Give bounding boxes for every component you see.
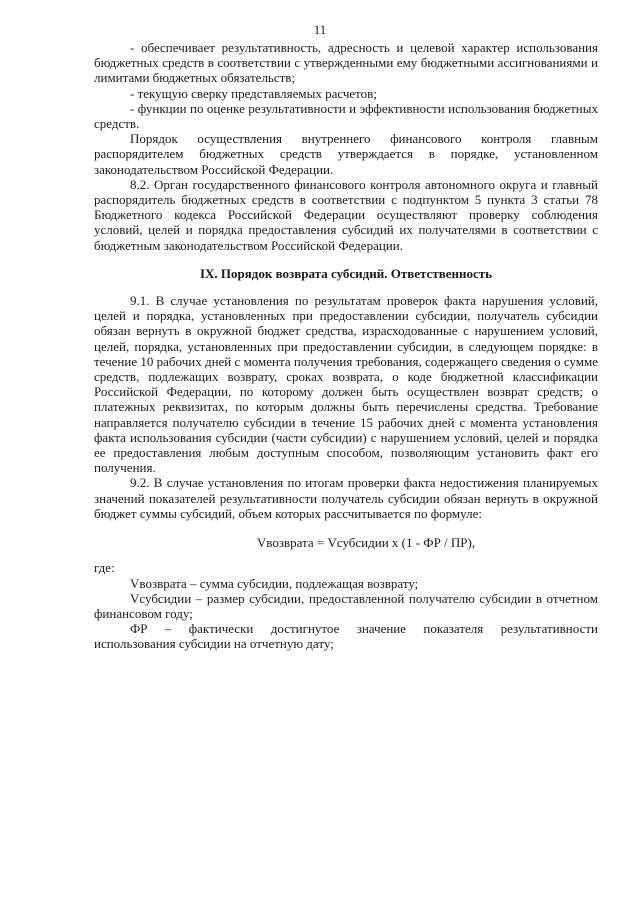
- where-label: где:: [94, 560, 115, 576]
- definition: ФР – фактически достигнутое значение показателя результативности использования субсидии на отчетную дату;: [94, 621, 598, 652]
- paragraph: - текущую сверку представляемых расчетов;: [130, 85, 377, 101]
- section-heading: IX. Порядок возврата субсидий. Ответственность: [199, 265, 493, 281]
- paragraph: 8.2. Орган государственного финансового контроля автономного округа и главный распорядитель бюджетных средств в соответствии с подпунктом 5 пункта 3 статьи 78 Бюджетного кодекса Российской Федерации осуществляют проверку соблюдения условий, целей и порядка предоставления субсидий их получателями в соответствии с бюджетным законодательством Российской Федерации.: [94, 176, 598, 253]
- paragraph: Порядок осуществления внутреннего финансового контроля главным распорядителем бюджетных средств утверждается в порядке, установленном законодательством Российской Федерации.: [94, 131, 598, 177]
- paragraph: - обеспечивает результативность, адресность и целевой характер использования бюджетных средств в соответствии с утвержденными ему бюджетными ассигнованиями и лимитами бюджетных обязательств;: [94, 40, 598, 86]
- paragraph: 9.2. В случае установления по итогам проверки факта недостижения планируемых значений показателей результативности получатель субсидии обязан вернуть в окружной бюджет суммы субсидий, объем которых рассчитывается по формуле:: [94, 475, 598, 521]
- page-number: 11: [313, 22, 327, 37]
- definition: Vвозврата – сумма субсидии, подлежащая возврату;: [130, 575, 419, 591]
- paragraph: 9.1. В случае установления по результатам проверок факта нарушения условий, целей и порядка, установленных при предоставлении субсидии, получатель субсидии обязан вернуть в окружной бюджет средства, израсходованные с нарушением условий, целей, порядка, установленных при предоставлении субсидии, в следующем порядке: в течение 10 рабочих дней с момента получения требования, содержащего сведения о сумме средств, подлежащих возврату, сроках возврата, о коде бюджетной классификации Российской Федерации, по которому должен быть осуществлен возврат средств; о платежных реквизитах, по которым должны быть перечислены средства. Требование направляется получателю субсидии в течение 15 рабочих дней с момента установления факта использования субсидии (части субсидии) с нарушением условий, целей и порядка ее предоставления любым доступным способом, позволяющим установить факт его получения.: [94, 293, 598, 476]
- paragraph: - функции по оценке результативности и эффективности использования бюджетных средств.: [94, 100, 598, 132]
- document-body: [94, 40, 598, 652]
- formula: Vвозврата = Vсубсидии x (1 - ФР / ПР),: [256, 535, 476, 551]
- definition: Vсубсидии – размер субсидии, предоставленной получателю субсидии в отчетном финансовом году;: [94, 590, 598, 621]
